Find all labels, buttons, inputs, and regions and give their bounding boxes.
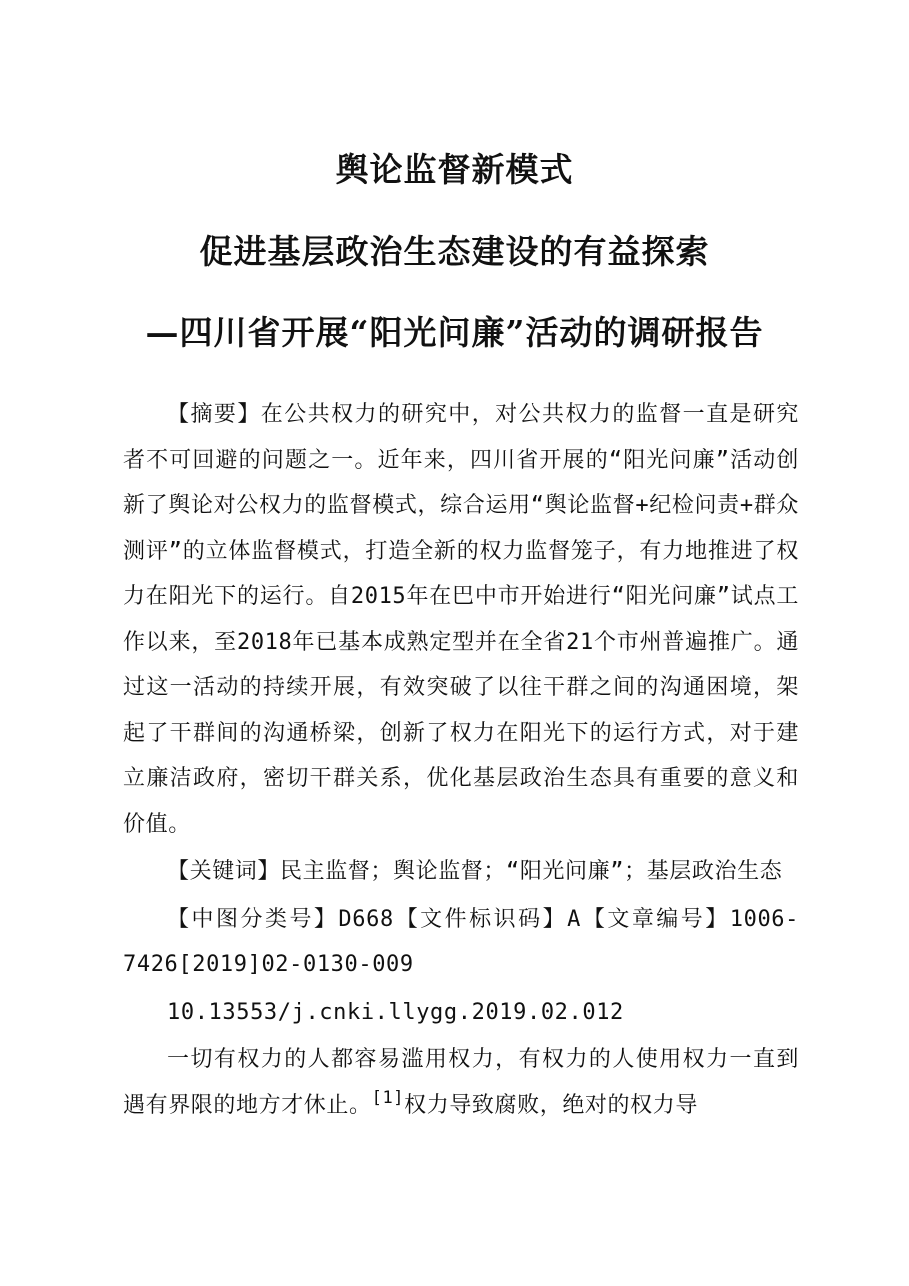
title-line-2: 促进基层政治生态建设的有益探索 [199,232,710,271]
article-body [123,392,799,1128]
title-line-3: —四川省开展“阳光问廉”活动的调研报告 [145,313,764,352]
intro-paragraph [123,1037,799,1128]
intro-text-after: 权力导致腐败，绝对的权力导 [404,1092,698,1118]
citation-marker: [1] [371,1087,405,1108]
keywords-paragraph: 【关键词】民主监督；舆论监督；“阳光问廉”；基层政治生态 [167,859,783,884]
doi-paragraph: 10.13553/j.cnki.llygg.2019.02.012 [167,999,624,1025]
abstract-paragraph: 【摘要】在公共权力的研究中，对公共权力的监督一直是研究者不可回避的问题之一。近年来，四川省开展的“阳光问廉”活动创新了舆论对公权力的监督模式，综合运用“舆论监督+纪检问责+群众测评”的立体监督模式，打造全新的权力监督笼子，有力地推进了权力在阳光下的运行。自2015年在巴中市开始进行“阳光问廉”试点工作以来，至2018年已基本成熟定型并在全省21个市州普遍推广。通过这一活动的持续开展，有效突破了以往干群之间的沟通困境，架起了干群间的沟通桥梁，创新了权力在阳光下的运行方式，对于建立廉洁政府，密切干群关系，优化基层政治生态具有重要的意义和价值。 [123,402,799,837]
title-line-1: 舆论监督新模式 [335,150,574,189]
intro-text-before: 一切有权力的人都容易滥用权力，有权力的人使用权力一直到遇有界限的地方才休止。 [123,1047,799,1118]
classification-paragraph: 【中图分类号】D668【文件标识码】A【文章编号】1006-7426[2019]02-0130-009 [123,906,799,977]
